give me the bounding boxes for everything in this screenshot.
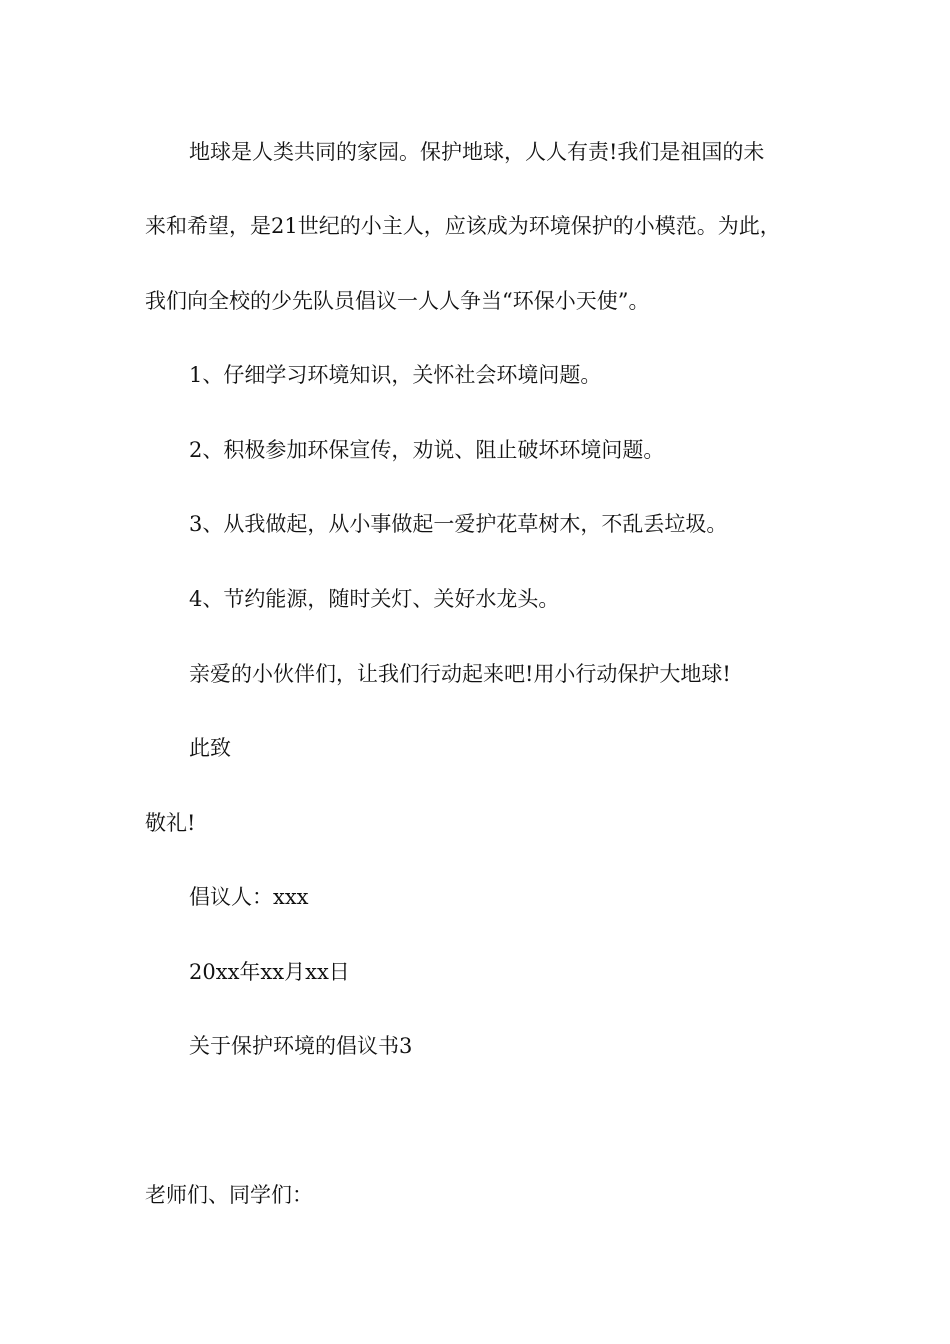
salutation-ci-zhi: 此致 xyxy=(189,736,231,760)
salutation-jing-li: 敬礼! xyxy=(145,811,196,835)
list-item-2: 2、积极参加环保宣传，劝说、阻止破坏环境问题。 xyxy=(189,438,665,462)
closing-call: 亲爱的小伙伴们，让我们行动起来吧!用小行动保护大地球! xyxy=(189,662,731,686)
next-section-title: 关于保护环境的倡议书3 xyxy=(189,1034,413,1058)
signer: 倡议人：xxx xyxy=(189,885,309,909)
list-item-1: 1、仔细学习环境知识，关怀社会环境问题。 xyxy=(189,363,602,387)
paragraph-1-line-3: 我们向全校的少先队员倡议一人人争当“环保小天使”。 xyxy=(145,289,650,313)
paragraph-1-line-1: 地球是人类共同的家园。保护地球，人人有责!我们是祖国的未 xyxy=(189,140,765,164)
date: 20xx年xx月xx日 xyxy=(189,960,350,984)
list-item-3: 3、从我做起，从小事做起一爱护花草树木，不乱丢垃圾。 xyxy=(189,512,728,536)
paragraph-1-line-2: 来和希望，是21世纪的小主人，应该成为环境保护的小模范。为此， xyxy=(145,214,781,238)
next-section-greeting: 老师们、同学们： xyxy=(145,1183,313,1207)
list-item-4: 4、节约能源，随时关灯、关好水龙头。 xyxy=(189,587,560,611)
